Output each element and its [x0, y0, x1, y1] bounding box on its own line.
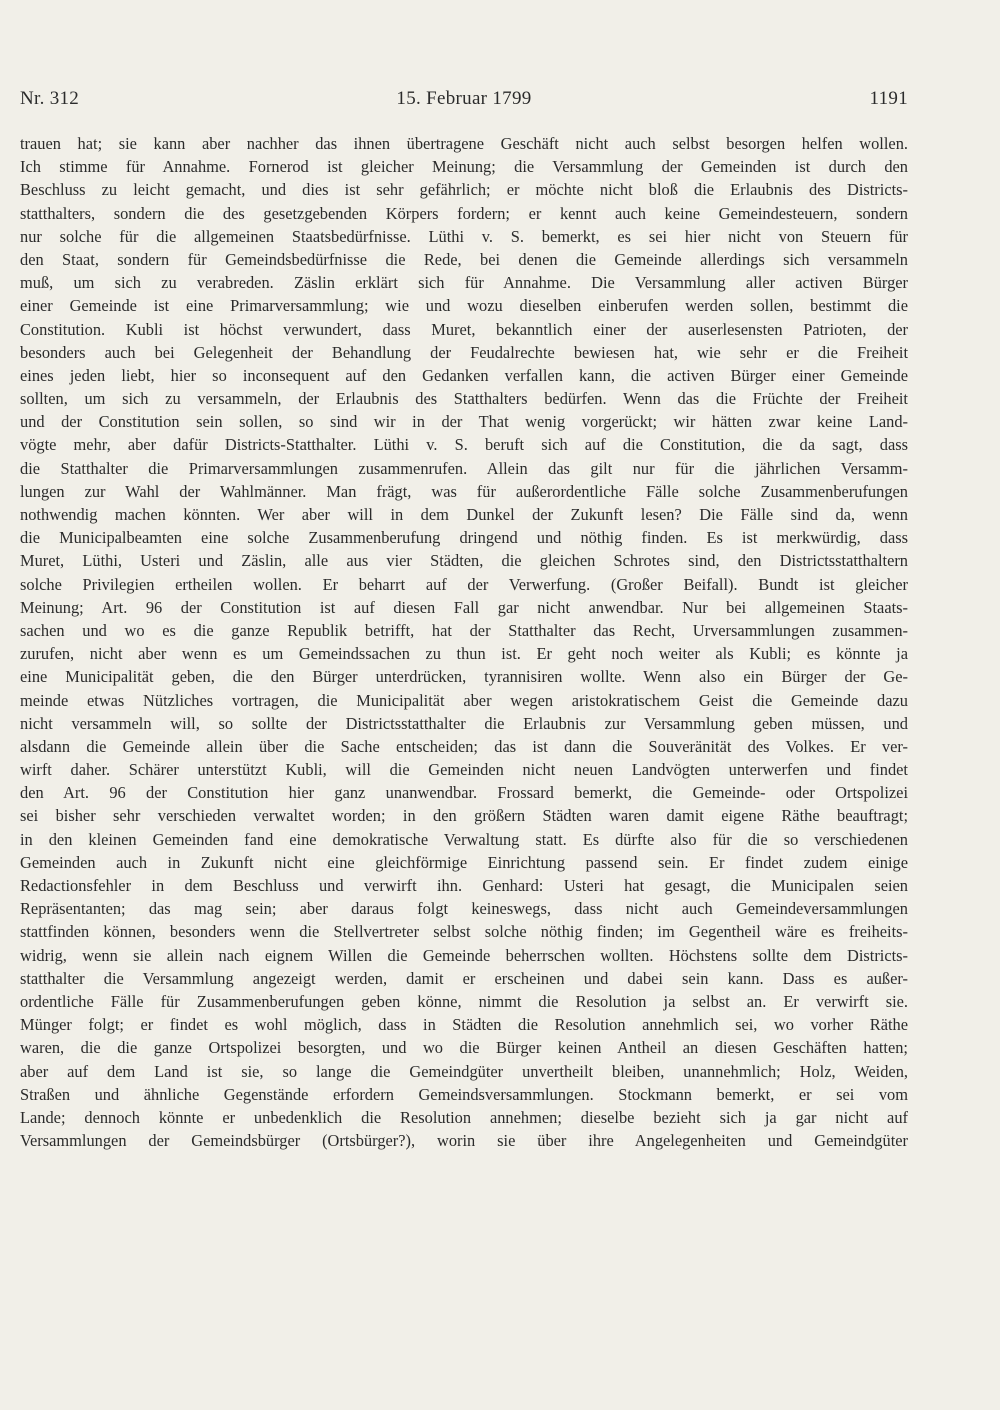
text-line: trauen hat; sie kann aber nachher das ihnen übertragene Geschäft nicht auch selbst besorgen helfen wollen. — [20, 134, 908, 153]
text-line: statthalters, sondern die des gesetzgebenden Körpers fordern; er kennt auch keine Gemeindesteuern, sondern — [20, 203, 908, 223]
text-line: Repräsentanten; das mag sein; aber daraus folgt keineswegs, dass nicht auch Gemeindeversammlungen — [20, 899, 908, 919]
text-line: widrig, wenn sie allein nach eignem Willen die Gemeinde beherrschen wollten. Höchstens sollte dem Districts- — [20, 945, 908, 965]
page-number: 1191 — [869, 88, 908, 109]
text-line: zurufen, nicht aber wenn es um Gemeindssachen zu thun ist. Er geht noch weiter als Kubli; es könnte ja — [20, 644, 908, 664]
text-line: Muret, Lüthi, Usteri und Zäslin, alle aus vier Städten, die gleichen Schrotes sind, den Districtsstatthaltern — [20, 551, 908, 571]
text-line: sei bisher sehr verschieden verwaltet worden; in den größern Städten waren damit eigene Räthe beauftragt; — [20, 806, 908, 826]
text-line: Redactionsfehler in dem Beschluss und verwirft ihn. Genhard: Usteri hat gesagt, die Municipalen seien — [20, 876, 908, 895]
text-line: waren, die die ganze Ortspolizei besorgten, und wo die Bürger keinen Antheil an diesen Geschäften hatten; — [20, 1038, 908, 1058]
document-number: Nr. 312 — [20, 88, 80, 109]
text-line: und der Constitution sein sollen, so sind wir in der That wenig vorgerückt; wir hätten zwar keine Land- — [20, 412, 908, 432]
text-line: aber auf dem Land ist sie, so lange die Gemeindgüter unvertheilt bleiben, unannehmlich; Holz, Weiden, — [20, 1061, 908, 1081]
text-line: meinde etwas Nützliches vortragen, die Municipalität aber wegen aristokratischem Geist die Gemeinde dazu — [20, 690, 908, 710]
text-line: in den kleinen Gemeinden fand eine demokratische Verwaltung statt. Es dürfte also für die so verschiedenen — [20, 829, 908, 849]
body-text — [20, 132, 908, 1152]
text-line: die Municipalbeamten eine solche Zusammenberufung dringend und nöthig finden. Es ist merkwürdig, dass — [20, 528, 908, 548]
text-line: nothwendig machen könnten. Wer aber will in dem Dunkel der Zukunft lesen? Die Fälle sind da, wenn — [20, 505, 908, 524]
text-line: Lande; dennoch könnte er unbedenklich die Resolution annehmen; dieselbe bezieht sich ja gar nicht auf — [20, 1107, 908, 1127]
text-line: den Staat, sondern für Gemeindsbedürfnisse die Rede, bei denen die Gemeinde allerdings sich versammeln — [20, 249, 908, 269]
document-date: 15. Februar 1799 — [396, 88, 532, 109]
text-line: stattfinden können, besonders wenn die Stellvertreter selbst solche nöthig finden; im Gegentheil wäre es freiheits- — [20, 922, 908, 942]
text-line: nicht versammeln will, so sollte der Districtsstatthalter die Erlaubnis zur Versammlung geben müssen, und — [20, 713, 908, 733]
text-line: Versammlungen der Gemeindsbürger (Ortsbürger?), worin sie über ihre Angelegenheiten und Gemeindgüter — [20, 1131, 908, 1151]
text-line: eines jeden liebt, hier so inconsequent auf den Gedanken verfallen kann, die activen Bürger einer Gemeinde — [20, 365, 908, 385]
text-line: statthalter die Versammlung angezeigt werden, damit er erscheinen und dabei sein kann. Dass es außer- — [20, 968, 908, 988]
text-line: alsdann die Gemeinde allein über die Sache entscheiden; das ist dann die Souveränität des Volkes. Er ver- — [20, 736, 908, 756]
text-line: Beschluss zu leicht gemacht, und dies ist sehr gefährlich; er möchte nicht bloß die Erlaubnis des Districts- — [20, 180, 908, 200]
text-line: Straßen und ähnliche Gegenstände erfordern Gemeindsversammlungen. Stockmann bemerkt, er sei vom — [20, 1084, 908, 1104]
text-line: sollten, um sich zu versammeln, der Erlaubnis des Statthalters bedürfen. Wenn das die Früchte der Freiheit — [20, 389, 908, 409]
text-line: Gemeinden auch in Zukunft nicht eine gleichförmige Einrichtung passend sein. Er findet zudem einige — [20, 852, 908, 872]
text-line: sachen und wo es die ganze Republik betrifft, hat der Statthalter das Recht, Urversammlungen zusammen- — [20, 620, 908, 640]
page-header — [20, 88, 908, 118]
text-line: den Art. 96 der Constitution hier ganz unanwendbar. Frossard bemerkt, die Gemeinde- oder Ortspolizei — [20, 783, 908, 803]
text-line: eine Municipalität geben, die den Bürger unterdrücken, tyrannisiren wollte. Wenn also ein Bürger der Ge- — [20, 667, 908, 687]
text-line: muß, um sich zu verabreden. Zäslin erklärt sich für Annahme. Die Versammlung aller activen Bürger — [20, 273, 908, 293]
text-line: vögte mehr, aber dafür Districts-Statthalter. Lüthi v. S. beruft sich auf die Constitution, die da sagt, dass — [20, 435, 908, 455]
text-line: Ich stimme für Annahme. Fornerod ist gleicher Meinung; die Versammlung der Gemeinden ist durch den — [20, 157, 908, 177]
text-line: die Statthalter die Primarversammlungen zusammenrufen. Allein das gilt nur für die jährlichen Versamm- — [20, 458, 908, 478]
text-line: Constitution. Kubli ist höchst verwundert, dass Muret, bekanntlich einer der auserlesensten Patrioten, der — [20, 319, 908, 339]
text-line: Meinung; Art. 96 der Constitution ist auf diesen Fall gar nicht anwendbar. Nur bei allgemeinen Staats- — [20, 597, 908, 617]
text-line: einer Gemeinde ist eine Primarversammlung; wie und wozu dieselben einberufen werden sollen, bestimmt die — [20, 296, 908, 316]
text-line: Münger folgt; er findet es wohl möglich, dass in Städten die Resolution annehmlich sei, wo vorher Räthe — [20, 1015, 908, 1035]
text-line: ordentliche Fälle für Zusammenberufungen geben könne, nimmt die Resolution ja selbst an. Er verwirft sie. — [20, 991, 908, 1011]
text-line: nur solche für die allgemeinen Staatsbedürfnisse. Lüthi v. S. bemerkt, es sei hier nicht von Steuern für — [20, 226, 908, 246]
text-line: solche Privilegien ertheilen wollen. Er beharrt auf der Verwerfung. (Großer Beifall). Bundt ist gleicher — [20, 574, 908, 594]
text-line: wirft daher. Schärer unterstützt Kubli, will die Gemeinden nicht neuen Landvögten unterwerfen und findet — [20, 760, 908, 780]
text-line: lungen zur Wahl der Wahlmänner. Man frägt, was für außerordentliche Fälle solche Zusammenberufungen — [20, 481, 908, 501]
text-line: besonders auch bei Gelegenheit der Behandlung der Feudalrechte bewiesen hat, wie sehr er die Freiheit — [20, 342, 908, 362]
